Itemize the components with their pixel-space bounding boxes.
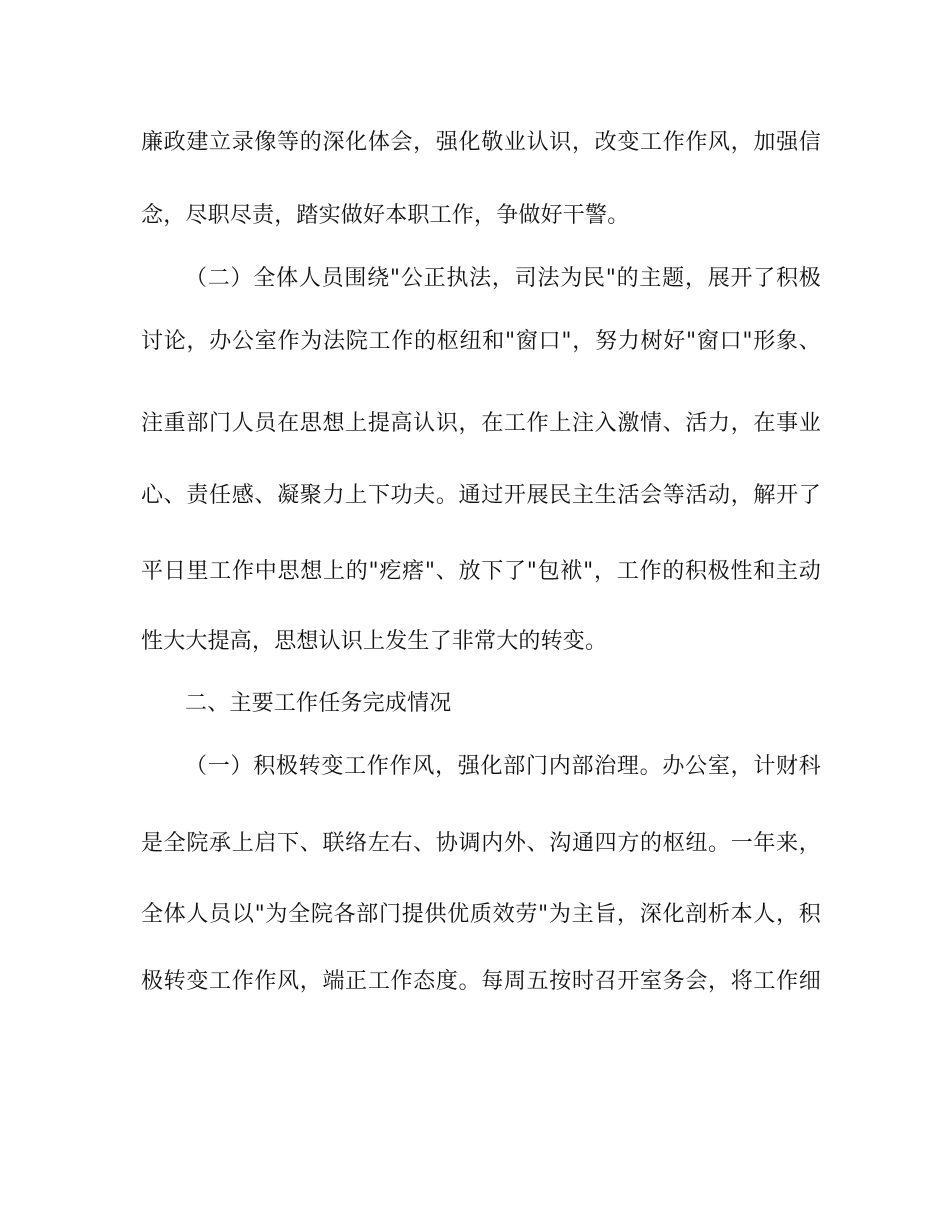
paragraph-line: 心、责任感、凝聚力上下功夫。通过开展民主生活会等活动，解开了 [141,483,821,508]
paragraph-line: 念，尽职尽责，踏实做好本职工作，争做好干警。 [141,203,630,228]
paragraph-line: 全体人员以"为全院各部门提供优质效劳"为主旨，深化剖析本人，积 [141,902,821,927]
paragraph-line: 讨论，办公室作为法院工作的枢纽和"窗口"，努力树好"窗口"形象、 [141,329,821,354]
paragraph-line: 注重部门人员在思想上提高认识，在工作上注入激情、活力，在事业 [141,411,821,436]
paragraph-line: 极转变工作作风，端正工作态度。每周五按时召开室务会，将工作细 [141,969,821,994]
paragraph-line: （一）积极转变工作作风，强化部门内部治理。办公室，计财科 [185,754,821,779]
paragraph-line: （二）全体人员围绕"公正执法，司法为民"的主题，展开了积极 [185,266,821,291]
paragraph-line: 廉政建立录像等的深化体会，强化敬业认识，改变工作作风，加强信 [141,130,821,155]
paragraph-line: 性大大提高，思想认识上发生了非常大的转变。 [141,629,608,654]
section-heading: 二、主要工作任务完成情况 [185,691,452,716]
paragraph-line: 平日里工作中思想上的"疙瘩"、放下了"包袱"，工作的积极性和主动 [141,559,821,584]
paragraph-line: 是全院承上启下、联络左右、协调内外、沟通四方的枢纽。一年来， [141,831,821,856]
